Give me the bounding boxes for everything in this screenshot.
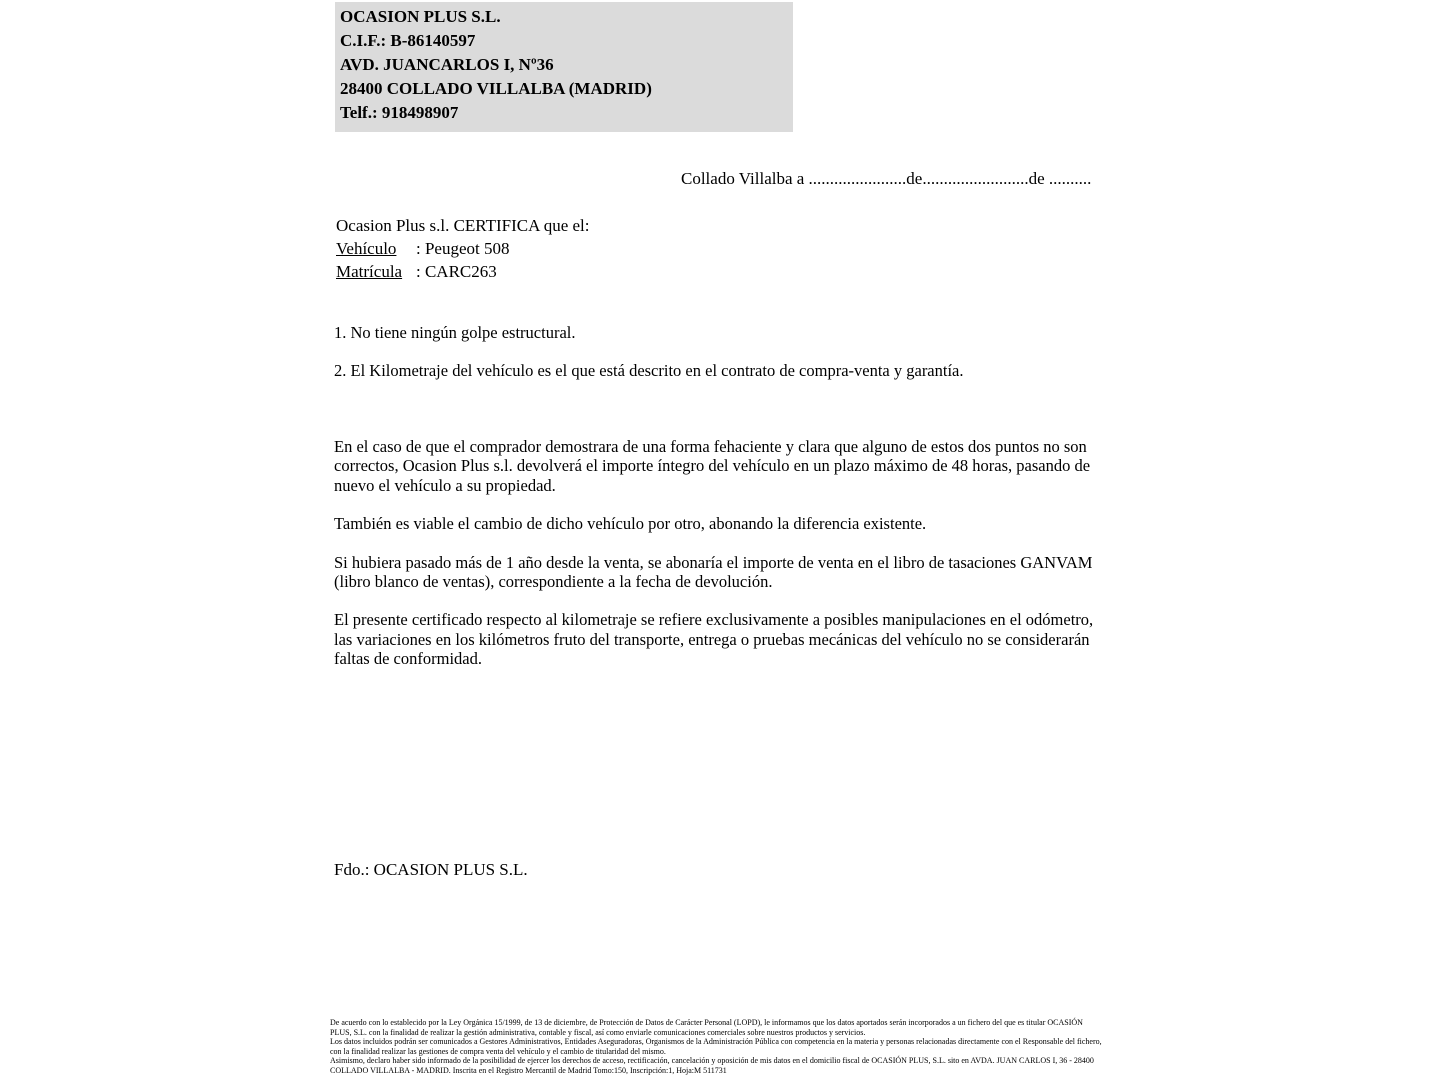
paragraph-refund: En el caso de que el comprador demostrara de una forma fehaciente y clara que alguno de estos dos puntos no son correctos, Ocasion Plus s.l. devolverá el importe íntegro del vehículo en un plazo máximo de 48 horas, pasando de nuevo el vehículo a su propiedad. <box>334 437 1091 495</box>
certification-block <box>336 214 590 283</box>
legal-paragraph-lopd: De acuerdo con lo establecido por la Ley Orgánica 15/1999, de 13 de diciembre, de Protección de Datos de Carácter Personal (LOPD), le informamos que los datos aportados serán incorporados a un fichero del que es titular OCASIÓN PLUS, S.L. con la finalidad de realizar la gestión administrativa, contable y fiscal, así como enviarle comunicaciones comerciales sobre nuestros productos y servicios. <box>330 1018 1083 1037</box>
vehicle-value: : Peugeot 508 <box>416 239 510 258</box>
paragraph-odometer: El presente certificado respecto al kilometraje se refiere exclusivamente a posibles manipulaciones en el odómetro, las variaciones en los kilómetros fruto del transporte, entrega o pruebas mecánicas del vehículo no se considerarán faltas de conformidad. <box>334 610 1094 669</box>
body-paragraphs <box>334 437 1096 688</box>
paragraph-exchange: También es viable el cambio de dicho vehículo por otro, abonando la diferencia existente. <box>334 514 927 534</box>
paragraph-ganvam: Si hubiera pasado más de 1 año desde la venta, se abonaría el importe de venta en el libro de tasaciones GANVAM (libro blanco de ventas), correspondiente a la fecha de devolución. <box>334 552 1093 592</box>
company-cif: C.I.F.: B-86140597 <box>340 31 476 50</box>
plate-label: Matrícula <box>336 262 403 281</box>
company-name: OCASION PLUS S.L. <box>340 7 501 26</box>
signature-line: Fdo.: OCASION PLUS S.L. <box>334 860 528 879</box>
legal-footer <box>330 1018 1102 1076</box>
certified-point-2: 2. El Kilometraje del vehículo es el que está descrito en el contrato de compra-venta y garantía. <box>334 361 964 380</box>
plate-value: : CARC263 <box>416 262 497 281</box>
vehicle-label: Vehículo <box>336 239 397 258</box>
plate-row <box>336 260 590 283</box>
certified-point-1: 1. No tiene ningún golpe estructural. <box>334 323 576 342</box>
legal-paragraph-rights: Asimismo, declaro haber sido informado de la posibilidad de ejercer los derechos de acceso, rectificación, cancelación y oposición de mis datos en el domicilio fiscal de OCASIÓN PLUS, S.L. sito en AVDA. JUAN CARLOS I, 36 - 28400 COLLADO VILLALBA - MADRID. Inscrita en el Registro Mercantil de Madrid Tomo:150, Inscripción:1, Hoja:M 511731 <box>330 1056 1094 1075</box>
company-phone: Telf.: 918498907 <box>340 103 459 122</box>
company-header-box <box>335 2 793 132</box>
certify-intro: Ocasion Plus s.l. CERTIFICA que el: <box>336 216 590 235</box>
vehicle-row <box>336 237 590 260</box>
legal-paragraph-data-sharing: Los datos incluidos podrán ser comunicados a Gestores Administrativos, Entidades Aseguradoras, Organismos de la Administración Pública con competencia en la materia y personas relacionadas directamente con el Responsable del fichero, con la finalidad realizar las gestiones de compra venta del vehículo y el cambio de titularidad del mismo. <box>330 1037 1102 1056</box>
company-city: 28400 COLLADO VILLALBA (MADRID) <box>340 79 652 98</box>
date-line: Collado Villalba a .......................de.........................de .......... <box>681 169 1092 188</box>
company-address: AVD. JUANCARLOS I, Nº36 <box>340 55 554 74</box>
